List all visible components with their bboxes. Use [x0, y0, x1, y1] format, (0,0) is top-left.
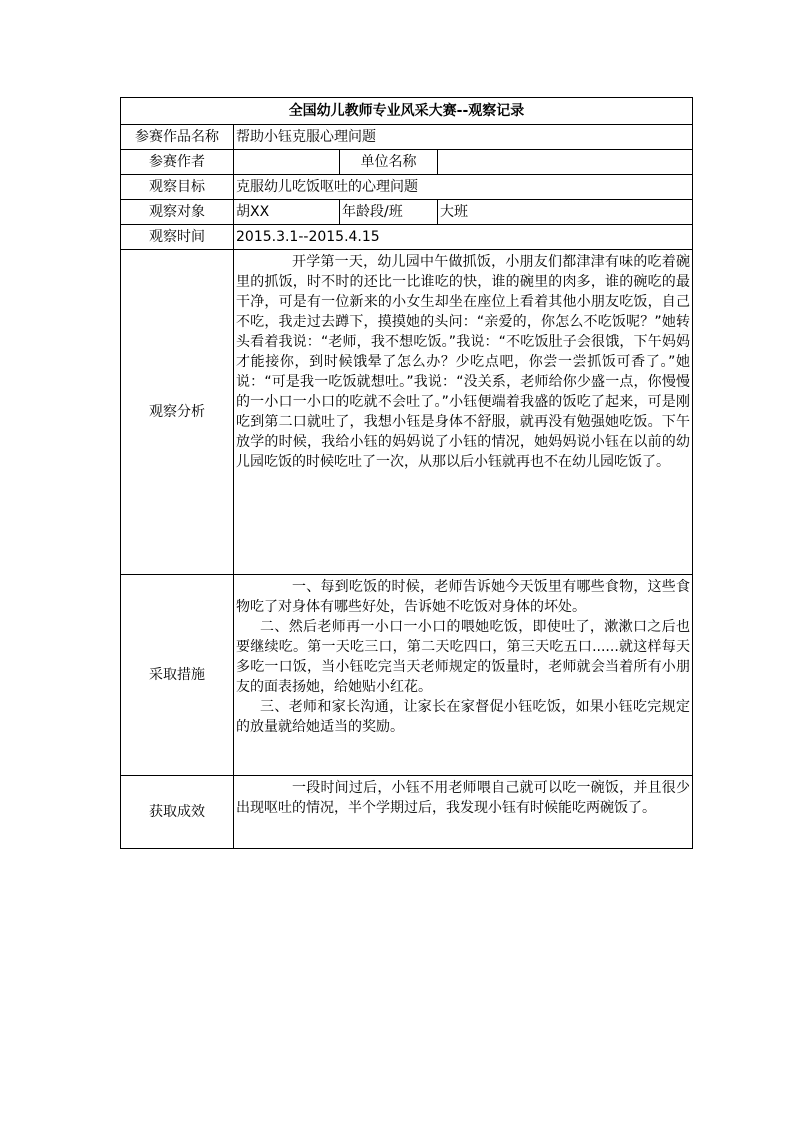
measures-paragraph-2: 二、然后老师再一小口一小口的喂她吃饭，即使吐了，漱漱口之后也要继续吃。第一天吃三口，第二天吃四口，第三天吃五口......就这样每天多吃一口饭，当小钰吃完当天老师规定的饭量时，老师就会当着所有小朋友的面表扬她，给她贴小红花。	[236, 619, 690, 695]
work-name-row	[121, 125, 693, 150]
table-title: 全国幼儿教师专业风采大赛--观察记录	[121, 98, 693, 125]
subject-value: 胡XX	[234, 200, 340, 225]
goal-label: 观察目标	[121, 175, 234, 200]
analysis-row	[121, 250, 693, 575]
measures-row	[121, 575, 693, 776]
unit-value	[438, 150, 693, 175]
analysis-cell	[234, 250, 693, 575]
results-label: 获取成效	[121, 776, 234, 849]
measures-label: 采取措施	[121, 575, 234, 776]
author-value	[234, 150, 340, 175]
work-name-label: 参赛作品名称	[121, 125, 234, 150]
subject-label: 观察对象	[121, 200, 234, 225]
work-name-value: 帮助小钰克服心理问题	[234, 125, 693, 150]
age-value: 大班	[438, 200, 693, 225]
results-cell	[234, 776, 693, 849]
observation-record-table	[120, 97, 693, 849]
results-row	[121, 776, 693, 849]
subject-row	[121, 200, 693, 225]
age-label: 年龄段/班	[340, 200, 438, 225]
time-label: 观察时间	[121, 225, 234, 250]
analysis-label: 观察分析	[121, 250, 234, 575]
unit-label: 单位名称	[340, 150, 438, 175]
time-value: 2015.3.1--2015.4.15	[234, 225, 693, 250]
results-text: 一段时间过后，小钰不用老师喂自己就可以吃一碗饭，并且很少出现呕吐的情况，半个学期过后，我发现小钰有时候能吃两碗饭了。	[236, 780, 690, 816]
author-label: 参赛作者	[121, 150, 234, 175]
author-row	[121, 150, 693, 175]
time-row	[121, 225, 693, 250]
measures-paragraph-1: 一、每到吃饭的时候，老师告诉她今天饭里有哪些食物，这些食物吃了对身体有哪些好处，告诉她不吃饭对身体的坏处。	[236, 579, 690, 615]
analysis-text: 开学第一天，幼儿园中午做抓饭，小朋友们都津津有味的吃着碗里的抓饭，时不时的还比一比谁吃的快，谁的碗里的肉多，谁的碗吃的最干净，可是有一位新来的小女生却坐在座位上看着其他小朋友吃饭，自己不吃，我走过去蹲下，摸摸她的头问：“亲爱的，你怎么不吃饭呢？”她转头看着我说：“老师，我不想吃饭。”我说：“不吃饭肚子会很饿，下午妈妈才能接你，到时候饿晕了怎么办？少吃点吧，你尝一尝抓饭可香了。”她说：“可是我一吃饭就想吐。”我说：“没关系，老师给你少盛一点，你慢慢的一小口一小口的吃就不会吐了。”小钰便端着我盛的饭吃了起来，可是刚吃到第二口就吐了，我想小钰是身体不舒服，就再没有勉强她吃饭。下午放学的时候，我给小钰的妈妈说了小钰的情况，她妈妈说小钰在以前的幼儿园吃饭的时候吃吐了一次，从那以后小钰就再也不在幼儿园吃饭了。	[236, 254, 690, 470]
goal-value: 克服幼儿吃饭呕吐的心理问题	[234, 175, 693, 200]
measures-cell	[234, 575, 693, 776]
goal-row	[121, 175, 693, 200]
measures-paragraph-3: 三、老师和家长沟通，让家长在家督促小钰吃饭，如果小钰吃完规定的放量就给她适当的奖励。	[236, 699, 690, 735]
title-row	[121, 98, 693, 125]
